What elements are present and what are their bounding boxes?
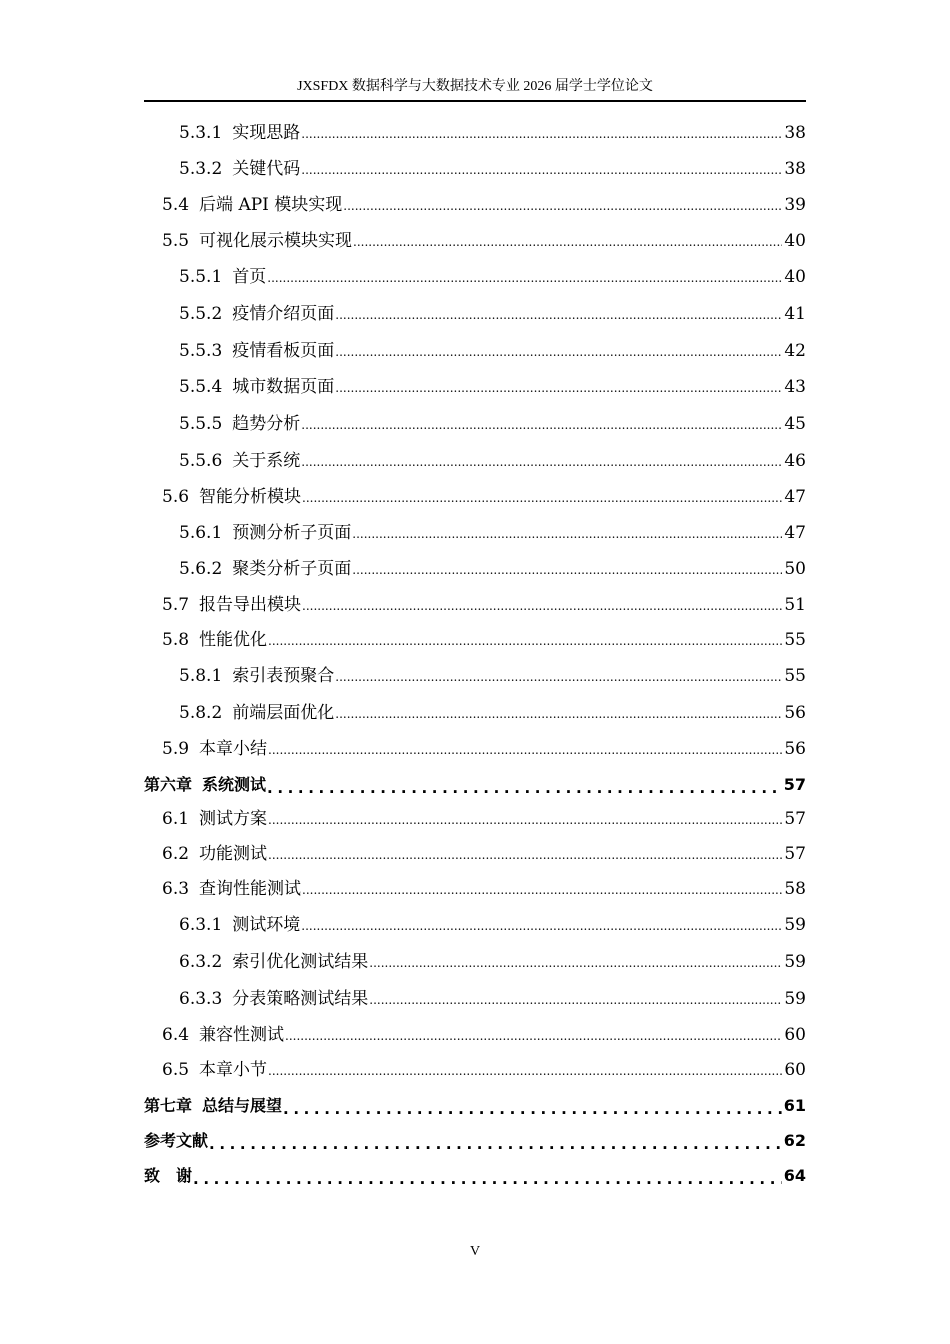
toc-entry-page: 55 [784, 666, 806, 686]
toc-entry-page: 46 [784, 451, 806, 471]
toc-entry-title: 聚类分析子页面 [232, 559, 352, 579]
toc-entry[interactable] [144, 190, 806, 216]
toc-leader-dots [335, 380, 782, 398]
toc-entry-page: 60 [784, 1025, 806, 1045]
toc-leader-dots [285, 1028, 782, 1046]
toc-entry-title: 本章小节 [199, 1060, 268, 1080]
toc-entry-title: 城市数据页面 [232, 377, 335, 397]
toc-entry-title: 测试环境 [232, 915, 301, 935]
toc-entry-number: 第六章 [144, 775, 193, 794]
toc-entry-title: 分表策略测试结果 [232, 989, 369, 1009]
toc-entry-title: 系统测试 [202, 775, 267, 794]
toc-entry[interactable] [144, 804, 806, 830]
toc-entry-number: 5.5.6 [179, 451, 223, 471]
toc-entry-page: 57 [784, 844, 806, 864]
toc-entry-number: 5.5.5 [179, 414, 223, 434]
toc-entry[interactable] [144, 698, 806, 724]
toc-entry[interactable] [144, 554, 806, 580]
toc-entry-number: 5.3.1 [179, 123, 223, 143]
toc-leader-dots [301, 918, 782, 936]
toc-entry-number: 6.3.3 [179, 989, 223, 1009]
toc-entry[interactable] [144, 1020, 806, 1046]
toc-entry[interactable] [144, 625, 806, 651]
toc-entry-number: 5.5.3 [179, 341, 223, 361]
toc-entry-page: 57 [784, 809, 806, 829]
toc-entry[interactable] [144, 118, 806, 144]
toc-leader-dots [335, 307, 782, 325]
toc-entry[interactable] [144, 1161, 806, 1187]
toc-entry[interactable] [144, 1055, 806, 1081]
toc-entry-page: 61 [783, 1096, 806, 1115]
toc-entry-title: 疫情介绍页面 [232, 304, 335, 324]
toc-leader-dots [267, 780, 782, 796]
toc-entry-title: 索引优化测试结果 [232, 952, 369, 972]
toc-entry-title: 总结与展望 [202, 1096, 283, 1115]
toc-entry-title: 关于系统 [232, 451, 301, 471]
toc-entry-title: 索引表预聚合 [232, 666, 335, 686]
toc-entry-number: 5.9 [162, 739, 190, 759]
toc-entry-title: 查询性能测试 [199, 879, 302, 899]
toc-leader-dots [268, 633, 782, 651]
toc-leader-dots [335, 344, 782, 362]
toc-entry-page: 62 [783, 1131, 806, 1150]
toc-entry-page: 59 [784, 989, 806, 1009]
page-number: V [469, 1244, 481, 1259]
toc-entry-page: 41 [784, 304, 806, 324]
toc-entry[interactable] [144, 372, 806, 398]
toc-entry-page: 45 [784, 414, 806, 434]
toc-entry-title: 首页 [232, 267, 267, 287]
toc-entry[interactable] [144, 154, 806, 180]
toc-entry-number: 第七章 [144, 1096, 193, 1115]
toc-entry-title: 后端 API 模块实现 [199, 195, 343, 215]
toc-entry-number: 5.5.1 [179, 267, 223, 287]
toc-entry-title: 前端层面优化 [232, 703, 335, 723]
toc-entry-title: 智能分析模块 [199, 487, 302, 507]
toc-entry[interactable] [144, 518, 806, 544]
toc-entry[interactable] [144, 770, 806, 796]
toc-leader-dots [268, 812, 782, 830]
toc-entry-title: 测试方案 [199, 809, 268, 829]
toc-entry-page: 51 [784, 595, 806, 615]
toc-entry-number: 6.1 [162, 809, 190, 829]
toc-entry-page: 50 [784, 559, 806, 579]
toc-entry-title: 参考文献 [144, 1131, 209, 1150]
toc-entry-title: 性能优化 [199, 630, 268, 650]
toc-entry-title: 可视化展示模块实现 [199, 231, 353, 251]
header-rule [144, 100, 806, 102]
toc-entry-number: 6.3.1 [179, 915, 223, 935]
toc-leader-dots [369, 955, 782, 973]
toc-entry-title: 疫情看板页面 [232, 341, 335, 361]
toc-entry-number: 5.3.2 [179, 159, 223, 179]
toc-entry-page: 55 [784, 630, 806, 650]
toc-leader-dots [302, 598, 782, 616]
running-header: JXSFDX 数据科学与大数据技术专业 2026 届学士学位论文 [297, 79, 653, 94]
toc-entry-page: 38 [784, 159, 806, 179]
toc-entry-page: 59 [784, 915, 806, 935]
toc-entry-title: 功能测试 [199, 844, 268, 864]
toc-entry-title: 报告导出模块 [199, 595, 302, 615]
toc-entry-number: 5.5.2 [179, 304, 223, 324]
toc-leader-dots [268, 847, 782, 865]
toc-entry-page: 56 [784, 739, 806, 759]
toc-entry[interactable] [144, 984, 806, 1010]
toc-entry-number: 6.2 [162, 844, 190, 864]
toc-entry[interactable] [144, 874, 806, 900]
toc-entry-title: 实现思路 [232, 123, 301, 143]
toc-entry-number: 5.6 [162, 487, 190, 507]
toc-entry-title: 致 谢 [144, 1166, 193, 1185]
toc-leader-dots [301, 126, 782, 144]
toc-entry-page: 40 [784, 231, 806, 251]
toc-leader-dots [369, 992, 782, 1010]
toc-leader-dots [335, 706, 782, 724]
toc-entry-number: 6.3.2 [179, 952, 223, 972]
toc-entry-page: 42 [784, 341, 806, 361]
toc-leader-dots [352, 562, 782, 580]
toc-entry-number: 5.6.2 [179, 559, 223, 579]
toc-leader-dots [209, 1136, 782, 1152]
toc-leader-dots [302, 490, 782, 508]
toc-entry-page: 38 [784, 123, 806, 143]
toc-leader-dots [301, 162, 782, 180]
toc-entry-page: 43 [784, 377, 806, 397]
toc-entry[interactable] [144, 299, 806, 325]
toc-entry-number: 5.5 [162, 231, 190, 251]
toc-entry-title: 趋势分析 [232, 414, 301, 434]
toc-entry-page: 47 [784, 487, 806, 507]
toc-entry-page: 58 [784, 879, 806, 899]
toc-entry-number: 5.8.2 [179, 703, 223, 723]
toc-entry-page: 56 [784, 703, 806, 723]
toc-leader-dots [268, 1063, 782, 1081]
toc-entry-page: 64 [783, 1166, 806, 1185]
toc-entry-number: 5.7 [162, 595, 190, 615]
toc-entry[interactable] [144, 262, 806, 288]
toc-entry-number: 5.6.1 [179, 523, 223, 543]
toc-entry[interactable] [144, 661, 806, 687]
toc-entry-number: 5.8 [162, 630, 190, 650]
toc-entry-page: 47 [784, 523, 806, 543]
toc-leader-dots [301, 454, 782, 472]
toc-leader-dots [343, 198, 782, 216]
toc-entry[interactable] [144, 734, 806, 760]
toc-entry-title: 兼容性测试 [199, 1025, 285, 1045]
toc-entry[interactable] [144, 482, 806, 508]
toc-leader-dots [283, 1101, 782, 1117]
toc-entry[interactable] [144, 446, 806, 472]
toc-leader-dots [268, 742, 782, 760]
toc-entry-title: 关键代码 [232, 159, 301, 179]
toc-entry[interactable] [144, 409, 806, 435]
toc-entry[interactable] [144, 947, 806, 973]
toc-leader-dots [301, 417, 782, 435]
toc-entry-title: 预测分析子页面 [232, 523, 352, 543]
toc-entry[interactable] [144, 1126, 806, 1152]
toc-leader-dots [335, 669, 782, 687]
toc-entry-page: 39 [784, 195, 806, 215]
toc-entry[interactable] [144, 1091, 806, 1117]
toc-entry-number: 6.5 [162, 1060, 190, 1080]
toc-entry-page: 59 [784, 952, 806, 972]
toc-leader-dots [193, 1171, 782, 1187]
toc-entry[interactable] [144, 910, 806, 936]
toc-entry-number: 5.8.1 [179, 666, 223, 686]
toc-entry[interactable] [144, 336, 806, 362]
toc-entry-page: 57 [783, 775, 806, 794]
toc-entry-title: 本章小结 [199, 739, 268, 759]
toc-entry-number: 6.3 [162, 879, 190, 899]
toc-leader-dots [267, 270, 782, 288]
toc-entry[interactable] [144, 226, 806, 252]
toc-entry[interactable] [144, 839, 806, 865]
toc-leader-dots [353, 234, 782, 252]
toc-entry-number: 5.4 [162, 195, 190, 215]
toc-leader-dots [352, 526, 782, 544]
toc-entry-page: 60 [784, 1060, 806, 1080]
toc-entry-page: 40 [784, 267, 806, 287]
toc-entry-number: 6.4 [162, 1025, 190, 1045]
toc-entry-number: 5.5.4 [179, 377, 223, 397]
toc-entry[interactable] [144, 590, 806, 616]
toc-leader-dots [302, 882, 782, 900]
